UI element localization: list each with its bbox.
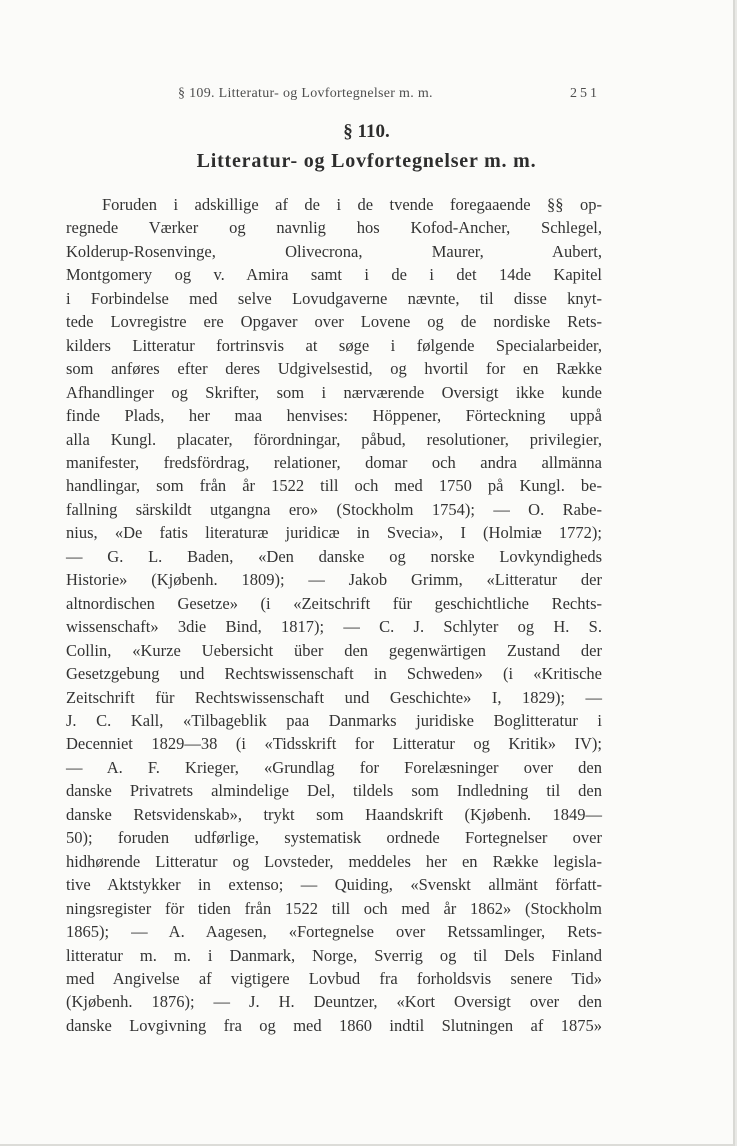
text-line: altnordischen Gesetze» (i «Zeitschrift für geschichtliche Rechts- [66,593,602,613]
text-line: tede Lovregistre ere Opgaver over Lovene og de nordiske Rets- [66,312,602,332]
text-line: Kolderup-Rosenvinge, Olivecrona, Maurer, Aubert, [66,241,602,261]
text-line: danske Retsvidenskab», trykt som Haandskrift (Kjøbenh. 1849— [66,804,602,824]
text-line: hidhørende Litteratur og Lovsteder, meddeles her en Række legisla- [66,851,602,871]
text-line: 50); foruden udførlige, systematisk ordnede Fortegnelser over [66,828,602,848]
section-number: § 110. [343,121,390,142]
text-line: Zeitschrift für Rechtswissenschaft und Geschichte» I, 1829); — [66,687,602,707]
text-line: Montgomery og v. Amira samt i de i det 14de Kapitel [66,265,602,285]
text-line: Decenniet 1829—38 (i «Tidsskrift for Litteratur og Kritik» IV); [66,734,602,754]
text-line: kilders Litteratur fortrinsvis at søge i følgende Specialarbeider, [66,335,602,355]
text-line: danske Lovgivning fra og med 1860 indtil Slutningen af 1875» [66,1015,602,1035]
text-line: alla Kungl. placater, förordningar, påbud, resolutioner, privilegier, [66,429,602,449]
text-line: Historie» (Kjøbenh. 1809); — Jakob Grimm, «Litteratur der [66,570,602,590]
text-line: i Forbindelse med selve Lovudgaverne nævnte, til disse knyt- [66,288,602,308]
body-text [66,193,602,1037]
text-line: J. C. Kall, «Tilbageblik paa Danmarks juridiske Boglitteratur i [66,710,602,730]
text-line: Foruden i adskillige af de i de tvende foregaaende §§ op- [102,195,602,214]
text-line: Afhandlinger og Skrifter, som i nærværende Oversigt ikke kunde [66,382,602,402]
running-title: § 109. Litteratur- og Lovfortegnelser m. m. [178,86,433,101]
text-line: litteratur m. m. i Danmark, Norge, Sverrig og til Dels Finland [66,945,602,965]
page-number: 251 [570,86,600,101]
text-line: manifester, fredsfördrag, relationer, domar och andra allmänna [66,452,602,472]
text-line: nius, «De fatis literaturæ juridicæ in Svecia», I (Holmiæ 1772); [66,523,602,543]
text-line: tive Aktstykker in extenso; — Quiding, «Svenskt allmänt författ- [66,875,602,895]
text-line: finde Plads, her maa henvises: Höppener, Förteckning uppå [66,406,602,426]
text-line: wissenschaft» 3die Bind, 1817); — C. J. Schlyter og H. S. [66,617,602,637]
text-line: fallning särskildt utgangna ero» (Stockholm 1754); — O. Rabe- [66,499,602,519]
section-title: Litteratur- og Lovfortegnelser m. m. [196,150,537,172]
text-line: 1865); — A. Aagesen, «Fortegnelse over Retssamlinger, Rets- [66,922,602,942]
running-header [178,86,600,102]
text-line: som anføres efter deres Udgivelsestid, og hvortil for en Række [66,359,602,379]
text-line: regnede Værker og navnlig hos Kofod-Ancher, Schlegel, [66,218,602,238]
text-line: — G. L. Baden, «Den danske og norske Lovkyndigheds [66,546,602,566]
text-line: handlingar, som från år 1522 till och med 1750 på Kungl. be- [66,476,602,496]
text-line: med Angivelse af vigtigere Lovbud fra forholdsvis senere Tid» [66,968,602,988]
text-line: danske Privatrets almindelige Del, tildels som Indledning til den [66,781,602,801]
text-line: ningsregister för tiden från 1522 till och med år 1862» (Stockholm [66,898,602,918]
text-line: Gesetzgebung und Rechtswissenschaft in Schweden» (i «Kritische [66,664,602,684]
text-line: Collin, «Kurze Uebersicht über den gegenwärtigen Zustand der [66,640,602,660]
text-line: — A. F. Krieger, «Grundlag for Forelæsninger over den [66,757,602,777]
text-line: (Kjøbenh. 1876); — J. H. Deuntzer, «Kort Oversigt over den [66,992,602,1012]
